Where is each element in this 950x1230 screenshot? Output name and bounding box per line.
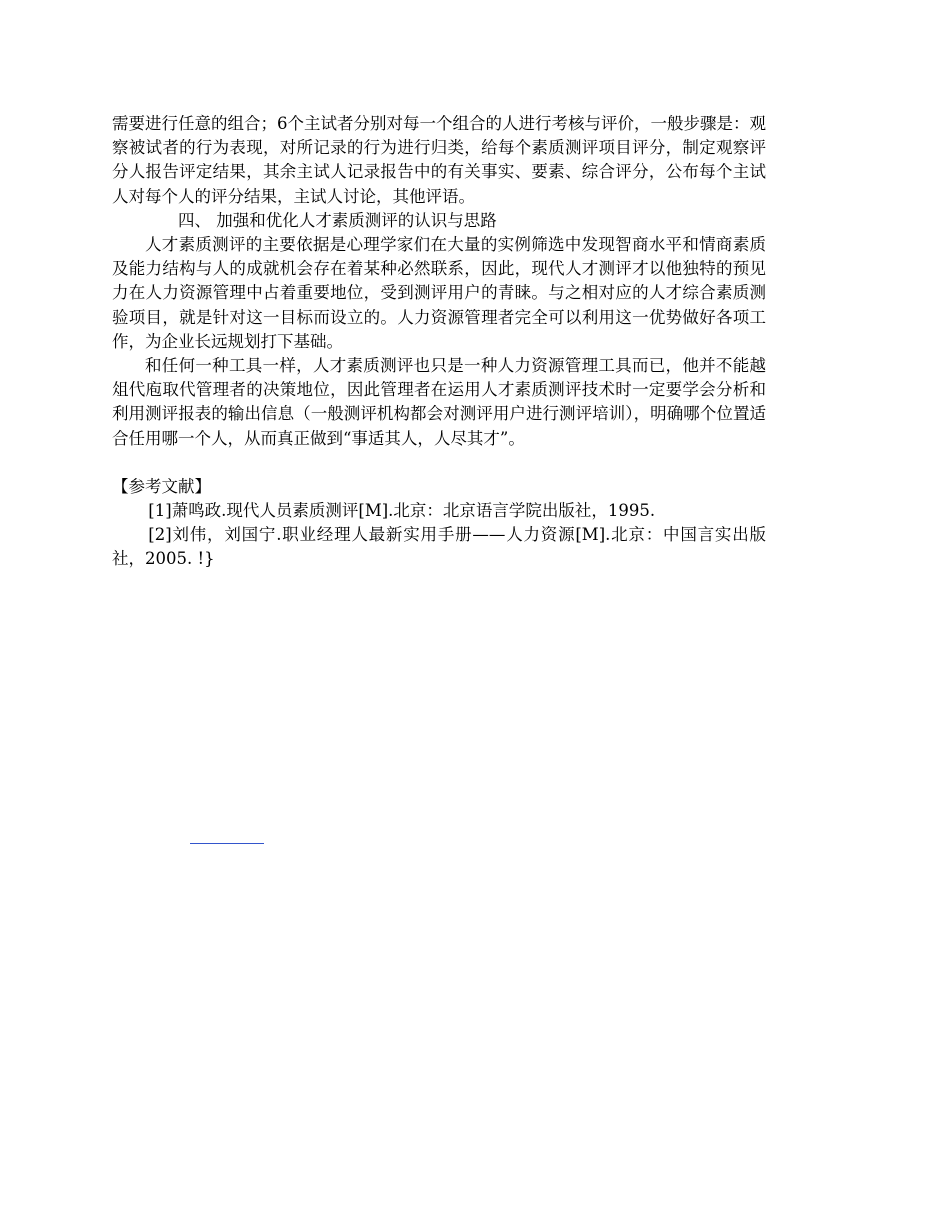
section-heading-four: 四、 加强和优化人才素质测评的认识与思路 bbox=[178, 210, 497, 230]
document-body bbox=[112, 112, 766, 572]
paragraph-evaluation-steps: 需要进行任意的组合；6个主试者分别对每一个组合的人进行考核与评价，一般步骤是：观察被试者的行为表现，对所记录的行为进行归类，给每个素质测评项目评分，制定观察评分人报告评定结果，其余主试人记录报告中的有关事实、要素、综合评分，公布每个主试人对每个人的评分结果，主试人讨论，其他评语。 bbox=[112, 114, 766, 206]
reference-item-2: [2]刘伟，刘国宁.职业经理人最新实用手册——人力资源[M].北京：中国言实出版社，2005. !} bbox=[112, 525, 766, 569]
paragraph-tool-usage: 和任何一种工具一样，人才素质测评也只是一种人力资源管理工具而已，他并不能越俎代庖取代管理者的决策地位，因此管理者在运用人才素质测评技术时一定要学会分析和利用测评报表的输出信息（一般测评机构都会对测评用户进行测评培训），明确哪个位置适合任用哪一个人，从而真正做到“事适其人，人尽其才”。 bbox=[112, 356, 766, 448]
paragraph-assessment-basis: 人才素质测评的主要依据是心理学家们在大量的实例筛选中发现智商水平和情商素质及能力结构与人的成就机会存在着某种必然联系，因此，现代人才测评才以他独特的预见力在人力资源管理中占着重要地位，受到测评用户的青睐。与之相对应的人才综合素质测验项目，就是针对这一目标而设立的。人力资源管理者完全可以利用这一优势做好各项工作，为企业长远规划打下基础。 bbox=[112, 235, 766, 351]
reference-item-1: [1]萧鸣政.现代人员素质测评[M].北京：北京语言学院出版社，1995. bbox=[148, 501, 656, 521]
references-title: 【参考文献】 bbox=[112, 476, 211, 496]
footnote-separator-line bbox=[190, 843, 264, 844]
